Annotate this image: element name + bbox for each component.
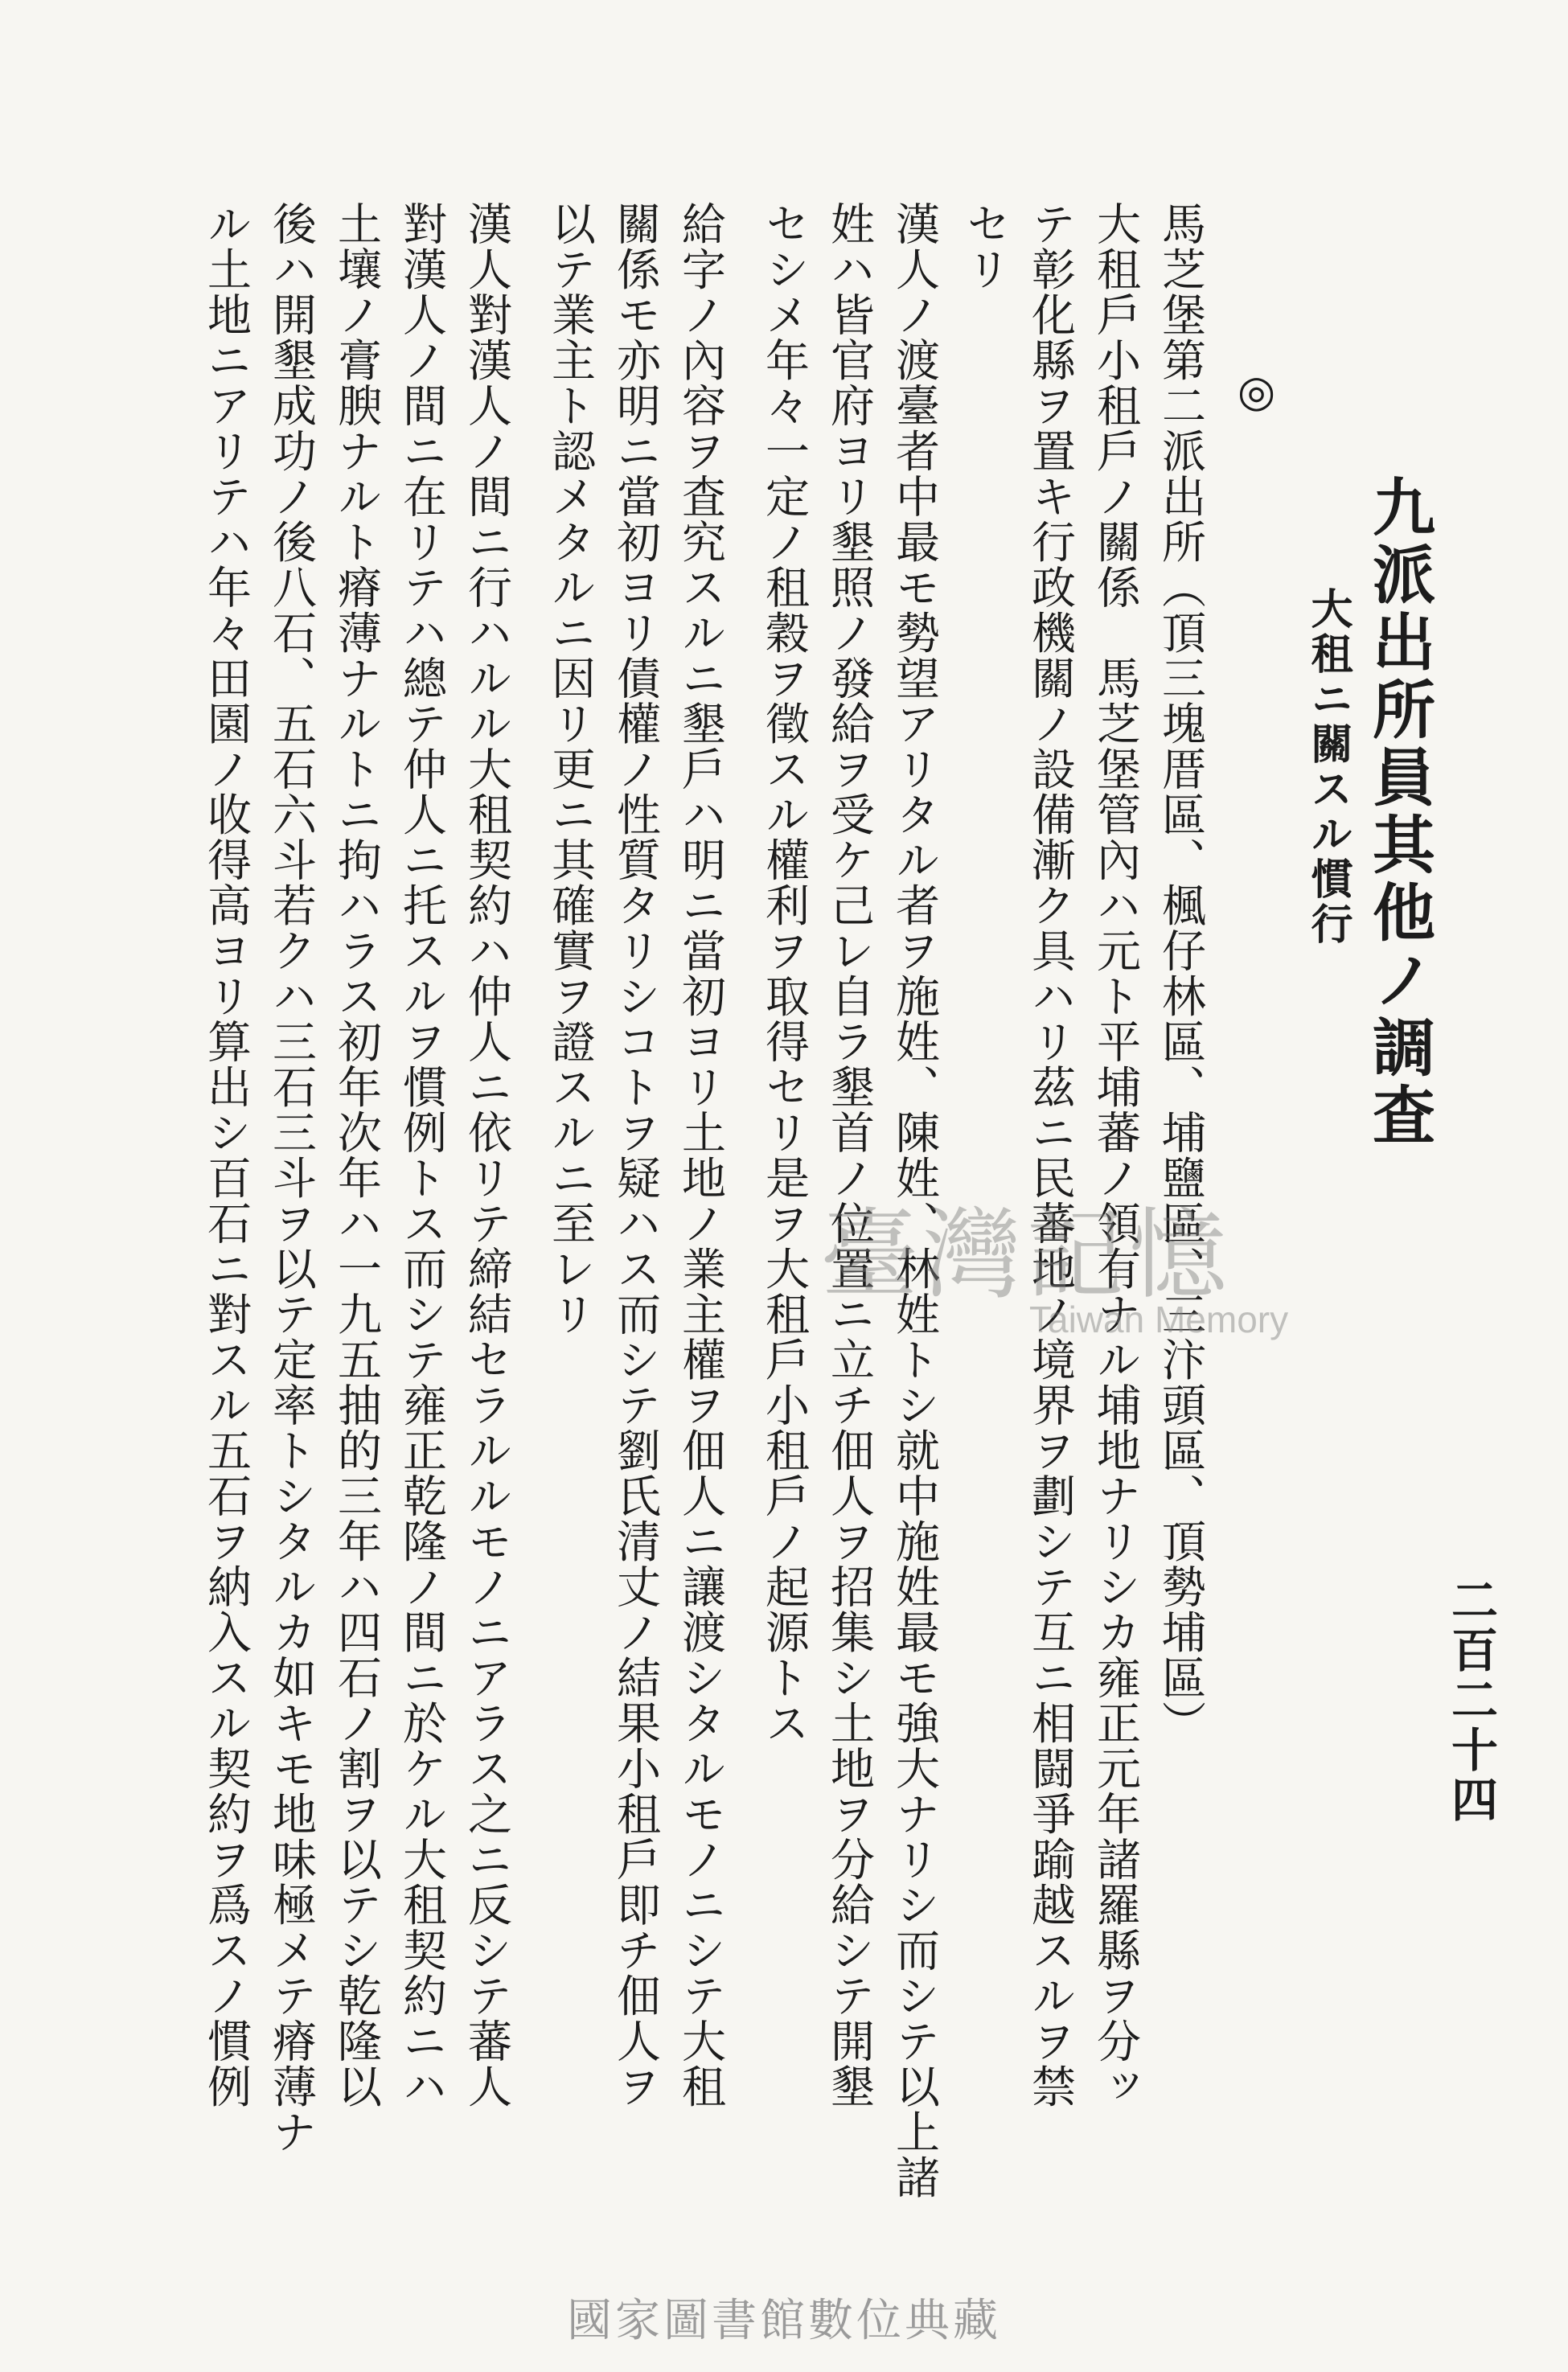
text-line: セリ — [959, 201, 1011, 292]
text-line: テ彰化縣ヲ置キ行政機關ノ設備漸ク具ハリ茲ニ民蕃地ノ境界ヲ劃シテ互ニ相闘爭踰越スルヲ禁 — [1024, 201, 1076, 2109]
section-marker-icon: ◎ — [1231, 366, 1282, 418]
text-line: 後ハ開墾成功ノ後八石、五石六斗若クハ三石三斗ヲ以テ定率トシタルカ如キモ地味極メテ瘠薄ナ — [265, 201, 317, 2155]
text-line: 土壤ノ膏腴ナルト瘠薄ナルトニ拘ハラス初年次年ハ一九五抽的三年ハ四石ノ割ヲ以テシ乾隆以 — [330, 201, 382, 2109]
text-line: セシメ年々一定ノ租穀ヲ徵スル權利ヲ取得セリ是ヲ大租戶小租戶ノ起源トス — [758, 201, 810, 1746]
text-line: 關係モ亦明ニ當初ヨリ債權ノ性質タリシコトヲ疑ハス而シテ劉氏清丈ノ結果小租戶即チ佃人ヲ — [610, 201, 661, 2109]
text-line: 大租戶小租戶ノ關係 馬芝堡管內ハ元ト平埔蕃ノ領有ナル埔地ナリシカ雍正元年諸羅縣ヲ分ッ — [1090, 201, 1141, 2109]
text-line: ル土地ニアリテハ年々田園ノ收得高ヨリ算出シ百石ニ對スル五石ヲ納入スル契約ヲ爲スノ慣例 — [200, 201, 252, 2109]
text-line: 漢人對漢人ノ間ニ行ハルル大租契約ハ仲人ニ依リテ締結セラルルモノニアラス之ニ反シテ蕃人 — [461, 201, 512, 2109]
watermark-logo — [820, 1198, 1319, 1375]
watermark-cjk: 臺灣記憶 — [820, 1198, 1232, 1312]
section-subtitle: 大租ニ關スル慣行 — [1303, 587, 1353, 947]
text-line: 姓ハ皆官府ヨリ墾照ノ發給ヲ受ケ己レ自ラ墾首ノ位置ニ立チ佃人ヲ招集シ土地ヲ分給シテ開墾 — [823, 201, 875, 2109]
text-line: 對漢人ノ間ニ在リテハ總テ仲人ニ托スルヲ慣例トス而シテ雍正乾隆ノ間ニ於ケル大租契約ニハ — [396, 201, 447, 2109]
page-number: 二百二十四 — [1443, 1576, 1498, 1825]
text-line: 以テ業主ト認メタルニ因リ更ニ其確實ヲ證スルニ至レリ — [544, 201, 596, 1337]
text-line: 漢人ノ渡臺者中最モ勢望アリタル者ヲ施姓、陳姓、林姓トシ就中施姓最モ強大ナリシ而シテ以上諸 — [889, 201, 940, 2200]
text-line: 馬芝堡第二派出所（頂三塊厝區、楓仔林區、埔鹽區、三汴頭區、頂勢埔區） — [1155, 201, 1206, 1746]
text-line: 給字ノ內容ヲ査究スルニ墾戶ハ明ニ當初ヨリ土地ノ業主權ヲ佃人ニ讓渡シタルモノニシテ大租 — [675, 201, 726, 2109]
footer-credit: 國家圖書館數位典藏 — [567, 2295, 1001, 2347]
section-title: 九派出所員其他ノ調査 — [1362, 474, 1435, 1150]
watermark-english: Taiwan Memory — [1029, 1299, 1289, 1340]
